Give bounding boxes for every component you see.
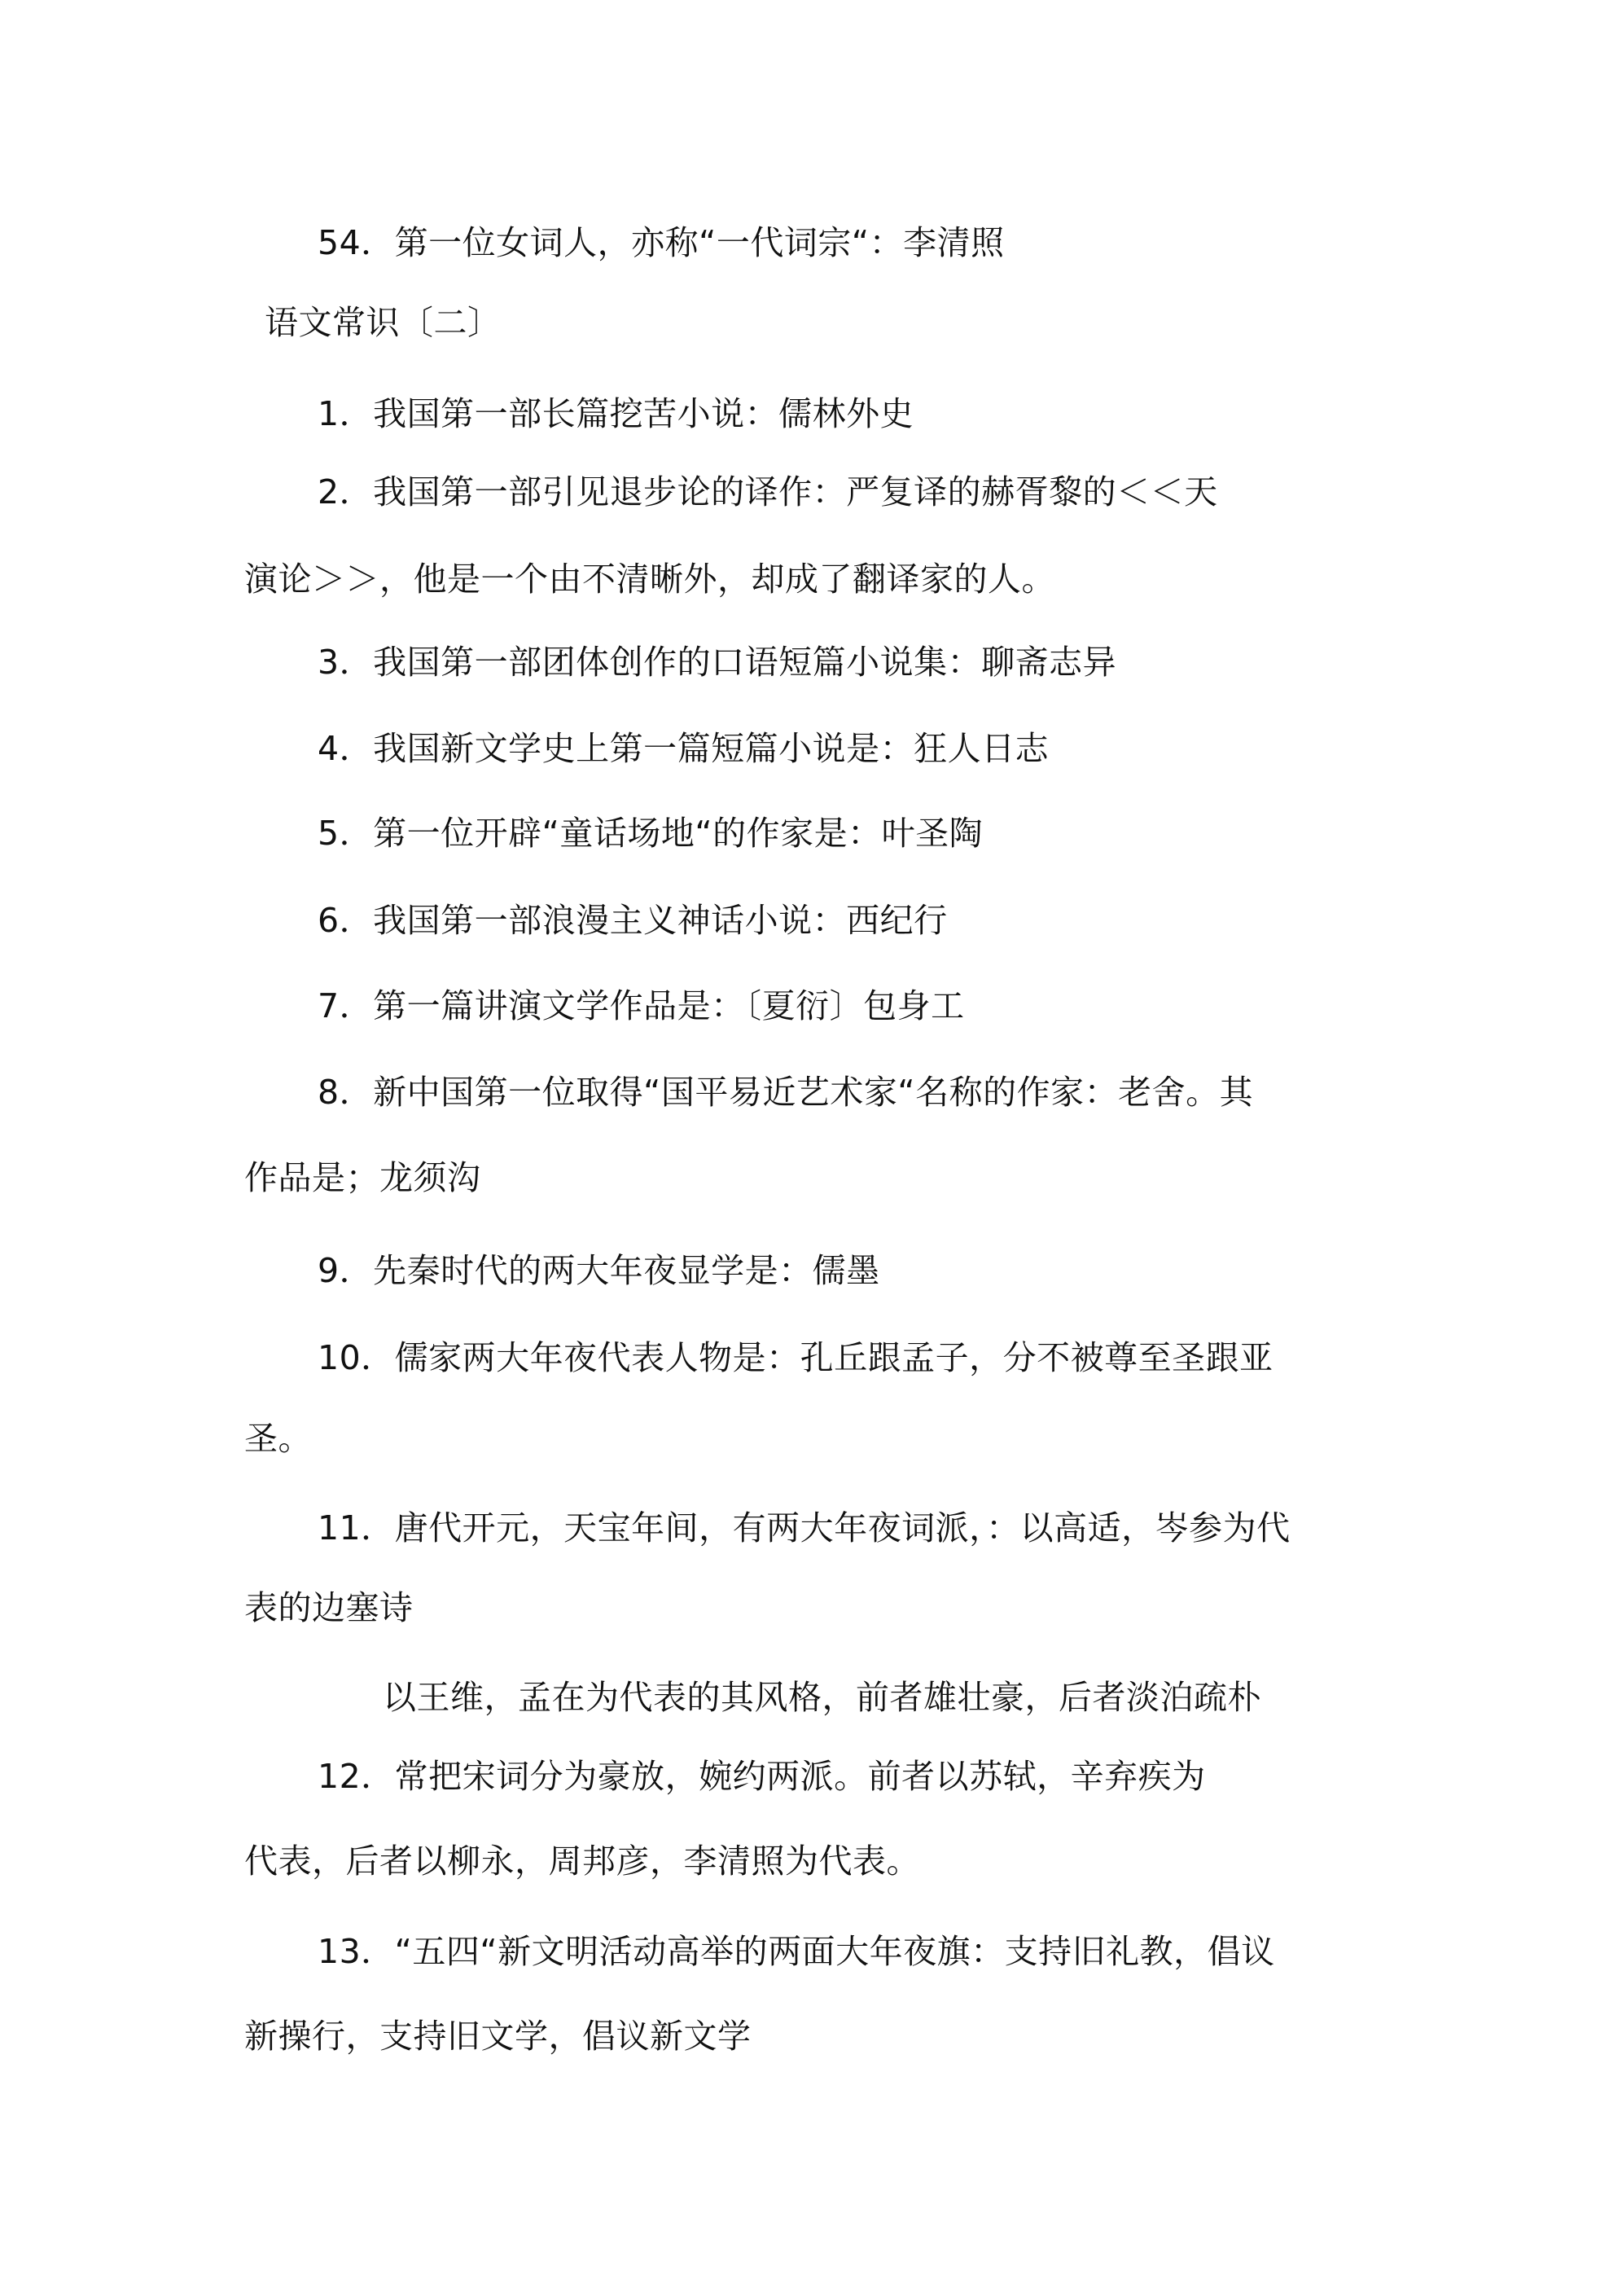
item-13: 13．“五四“新文明活动高举的两面大年夜旗：支持旧礼教，倡议 xyxy=(318,1932,1275,1971)
item-5: 5．第一位开辟“童话场地“的作家是：叶圣陶 xyxy=(318,814,984,853)
item-9: 9．先秦时代的两大年夜显学是：儒墨 xyxy=(318,1251,880,1290)
item-11: 11．唐代开元，天宝年间，有两大年夜词派，：以高适，岑参为代 xyxy=(318,1508,1291,1547)
item-8: 8．新中国第一位取得“国平易近艺术家“名称的作家：老舍。其 xyxy=(318,1073,1254,1112)
item-2: 2．我国第一部引见退步论的译作：严复译的赫胥黎的＜＜天 xyxy=(318,472,1218,511)
item-1: 1．我国第一部长篇挖苦小说：儒林外史 xyxy=(318,394,914,433)
item-8-cont: 作品是；龙须沟 xyxy=(244,1158,481,1197)
item-11-sub: 以王维，孟在为代表的其风格，前者雄壮豪，后者淡泊疏朴 xyxy=(383,1678,1261,1717)
item-6: 6．我国第一部浪漫主义神话小说：西纪行 xyxy=(318,901,948,940)
item-11-cont: 表的边塞诗 xyxy=(244,1588,414,1627)
item-4: 4．我国新文学史上第一篇短篇小说是：狂人日志 xyxy=(318,729,1050,768)
item-12-cont: 代表，后者以柳永，周邦彦，李清照为代表。 xyxy=(244,1842,920,1881)
item-12: 12．常把宋词分为豪放，婉约两派。前者以苏轼，辛弃疾为 xyxy=(318,1757,1206,1796)
item-3: 3．我国第一部团体创作的口语短篇小说集：聊斋志异 xyxy=(318,643,1117,682)
item-10-cont: 圣。 xyxy=(244,1419,312,1458)
item-54: 54．第一位女词人，亦称“一代词宗“：李清照 xyxy=(318,223,1005,262)
item-13-cont: 新操行，支持旧文学，倡议新文学 xyxy=(244,2017,752,2056)
item-2-cont: 演论＞＞，他是一个由不清晰外，却成了翻译家的人。 xyxy=(244,560,1055,599)
section-title: 语文常识〔二〕 xyxy=(265,303,502,342)
item-10: 10．儒家两大年夜代表人物是：孔丘跟孟子，分不被尊至圣跟亚 xyxy=(318,1338,1273,1377)
item-7: 7．第一篇讲演文学作品是：〔夏衍〕包身工 xyxy=(318,986,965,1025)
